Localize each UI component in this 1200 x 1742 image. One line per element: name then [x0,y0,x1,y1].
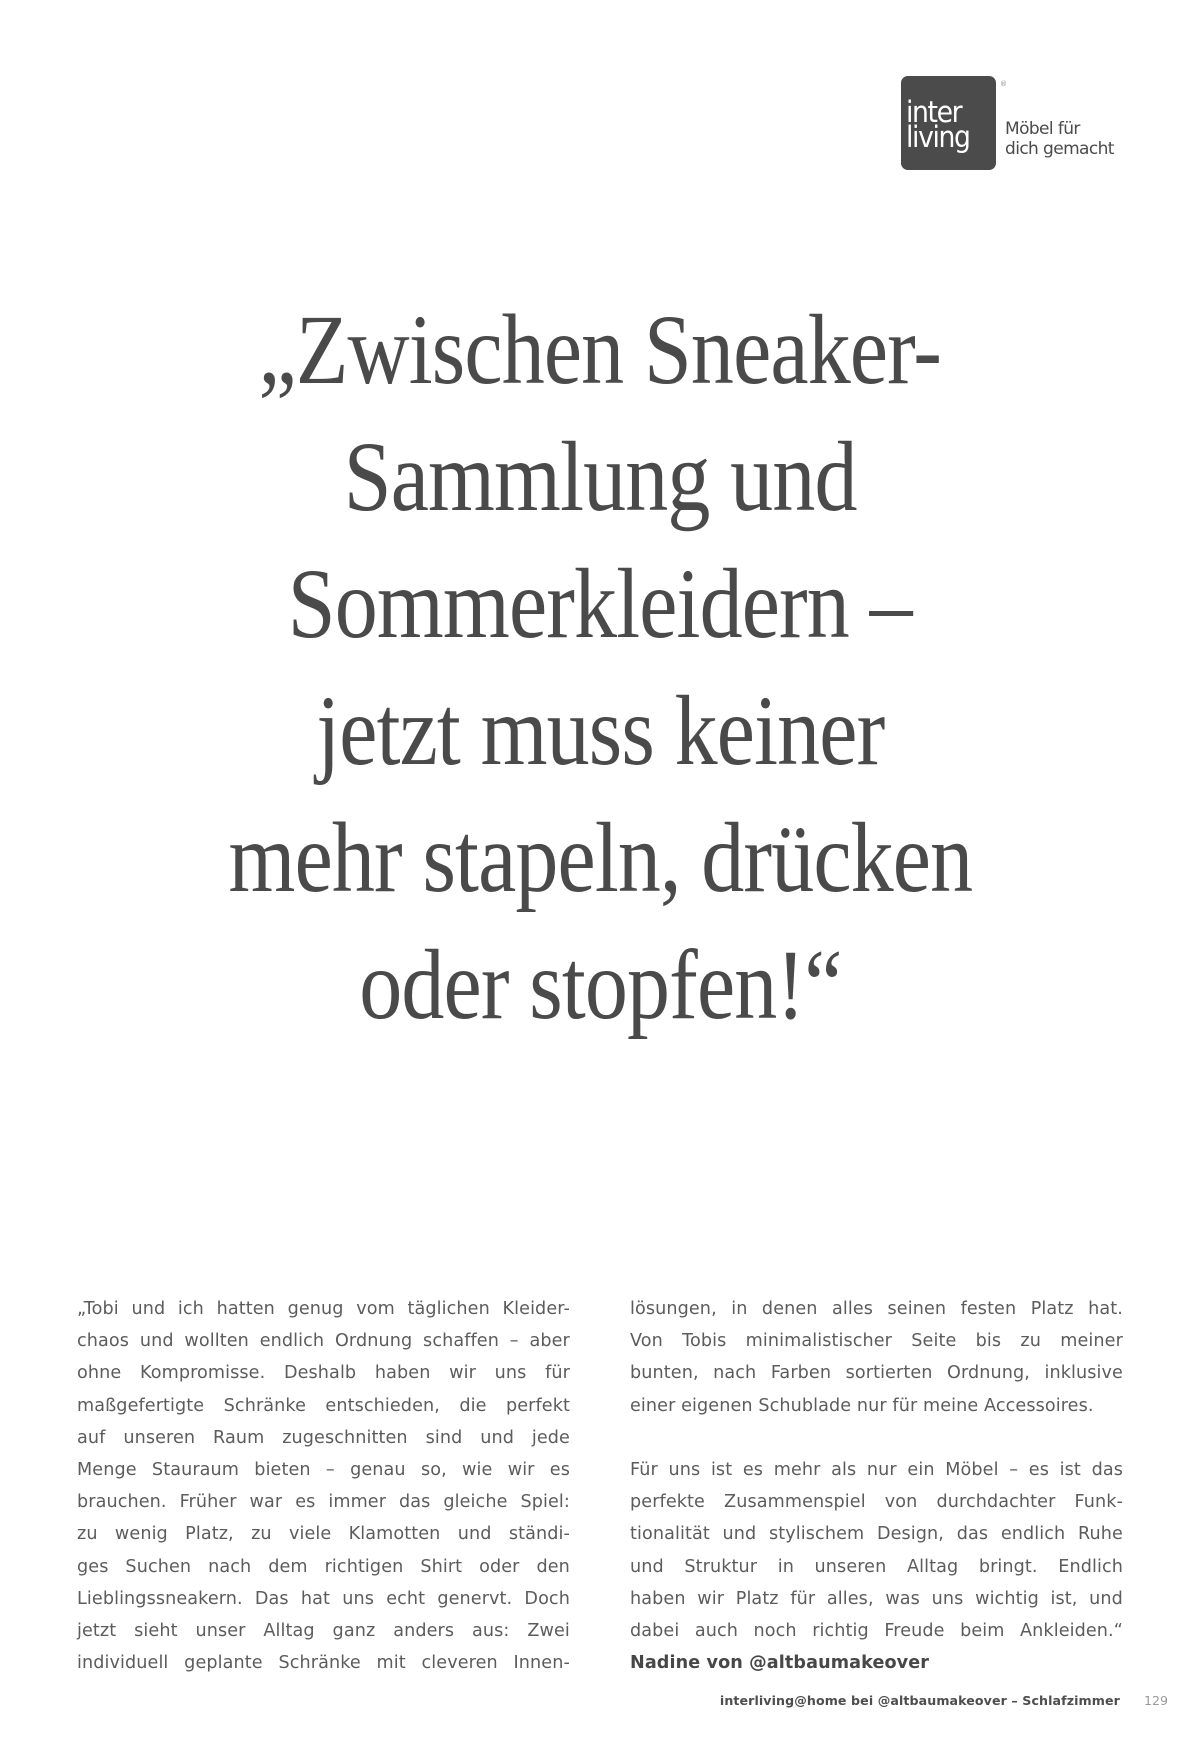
body-text-left-column [77,1293,570,1679]
body-text-right-column [630,1293,1123,1679]
interliving-logo [901,76,1114,172]
pull-quote-headline [0,286,1200,1048]
text-line: ohne Kompromisse. Deshalb haben wir uns für [77,1363,570,1384]
logo-word-living: living [906,120,970,154]
text-line: chaos und wollten endlich Ordnung schaffen – aber [77,1331,570,1352]
logo-box [901,76,996,170]
paragraph-gap [630,1422,1123,1454]
registered-trademark-icon: ® [1000,80,1007,88]
text-line: maßgefertigte Schränke entschieden, die perfekt [77,1395,570,1416]
logo-word-inter: inter [906,95,962,129]
headline-line: mehr stapeln, drücken [228,802,972,913]
logo-tagline-line1: Möbel für [1005,119,1080,139]
headline-line: jetzt muss keiner [315,675,885,786]
text-line: Von Tobis minimalistischer Seite bis zu meiner [630,1331,1123,1352]
text-line: „Tobi und ich hatten genug vom täglichen Kleider- [77,1299,570,1319]
text-line: auf unseren Raum zugeschnitten sind und jede [77,1427,570,1448]
headline-line: „Zwischen Sneaker- [258,294,942,405]
text-line: Menge Stauraum bieten – genau so, wie wir es [77,1459,570,1480]
text-line: jetzt sieht unser Alltag ganz anders aus: Zwei [77,1620,570,1641]
signature-author: Nadine von @altbaumakeover [630,1653,930,1674]
text-line: zu wenig Platz, zu viele Klamotten und ständi- [77,1524,570,1545]
text-line: tionalität und stylischem Design, das endlich Ruhe [630,1524,1123,1545]
text-line: lösungen, in denen alles seinen festen Platz hat. [630,1299,1123,1319]
headline-line: Sammlung und [343,421,857,532]
text-line: einer eigenen Schublade nur für meine Accessoires. [630,1395,1094,1416]
text-line: brauchen. Früher war es immer das gleiche Spiel: [77,1492,570,1513]
text-line: und Struktur in unseren Alltag bringt. Endlich [630,1556,1123,1577]
headline-line: oder stopfen!“ [358,929,842,1040]
page-footer [720,1693,1168,1713]
text-line: Lieblingssneakern. Das hat uns echt genervt. Doch [77,1588,570,1609]
text-line: perfekte Zusammenspiel von durchdachter Funk- [630,1492,1123,1513]
text-line: Für uns ist es mehr als nur ein Möbel – es ist das [630,1459,1123,1480]
footer-section-title: interliving@home bei @altbaumakeover – Schlafzimmer [719,1693,1120,1708]
logo-tagline-line2: dich gemacht [1005,139,1114,159]
text-line: bunten, nach Farben sortierten Ordnung, inklusive [630,1363,1123,1384]
text-line: ges Suchen nach dem richtigen Shirt oder den [77,1556,570,1577]
text-line: haben wir Platz für alles, was uns wichtig ist, und [630,1588,1123,1609]
text-line: dabei auch noch richtig Freude beim Ankleiden.“ [630,1620,1123,1641]
text-line: individuell geplante Schränke mit cleveren Innen- [77,1653,570,1674]
page-number: 129 [1143,1693,1168,1708]
headline-line: Sommerkleidern – [288,548,912,659]
